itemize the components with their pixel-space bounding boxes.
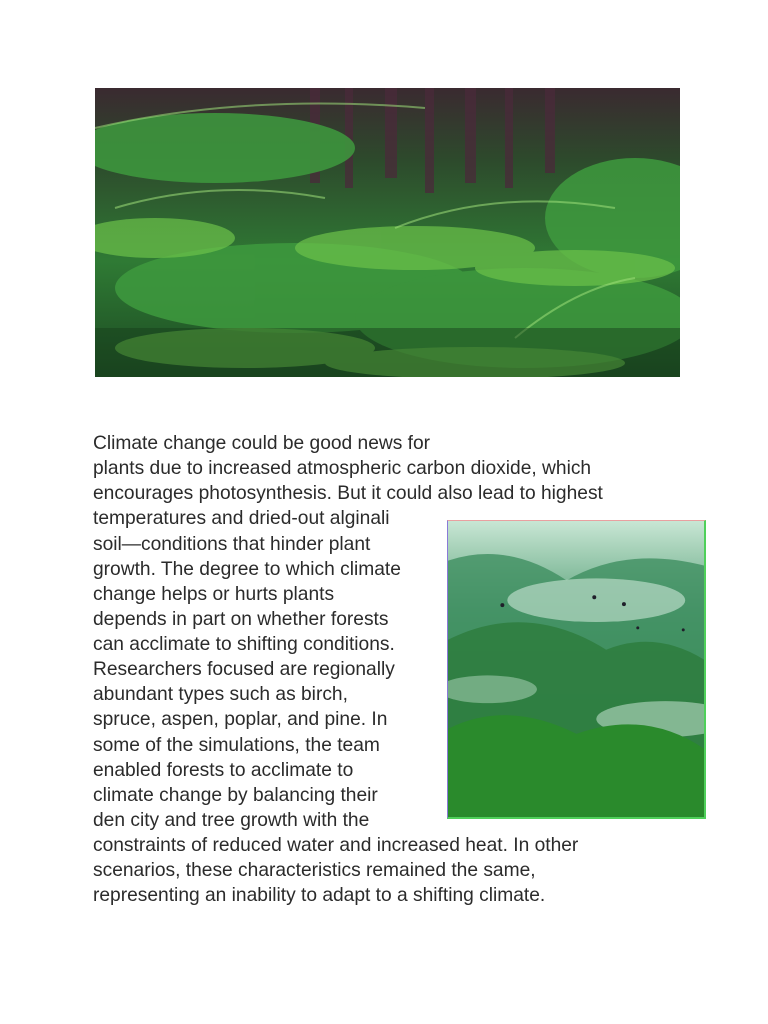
article-line: encourages photosynthesis. But it could also lead to highest (93, 483, 603, 504)
article-line: abundant types such as birch, (93, 684, 348, 705)
misty-forest-image (447, 520, 706, 819)
article-line: representing an inability to adapt to a shifting climate. (93, 885, 546, 906)
article-line: Climate change could be good news for (93, 433, 431, 454)
article-line: enabled forests to acclimate to (93, 760, 354, 781)
article-line: can acclimate to shifting conditions. (93, 634, 395, 655)
article-line: spruce, aspen, poplar, and pine. In (93, 709, 388, 730)
article-line: climate change by balancing their (93, 785, 378, 806)
article-line: some of the simulations, the team (93, 735, 380, 756)
article-line: den city and tree growth with the (93, 810, 370, 831)
article-line: soil—conditions that hinder plant (93, 534, 371, 555)
article-line: constraints of reduced water and increased heat. In other (93, 835, 579, 856)
article-line: plants due to increased atmospheric carbon dioxide, which (93, 458, 592, 479)
article-line: scenarios, these characteristics remained the same, (93, 860, 536, 881)
article-line: depends in part on whether forests (93, 609, 389, 630)
article-line: temperatures and dried-out alginali (93, 508, 390, 529)
article-line: growth. The degree to which climate (93, 559, 401, 580)
article-line: change helps or hurts plants (93, 584, 335, 605)
article-line: Researchers focused are regionally (93, 659, 395, 680)
fern-forest-image (95, 88, 680, 377)
